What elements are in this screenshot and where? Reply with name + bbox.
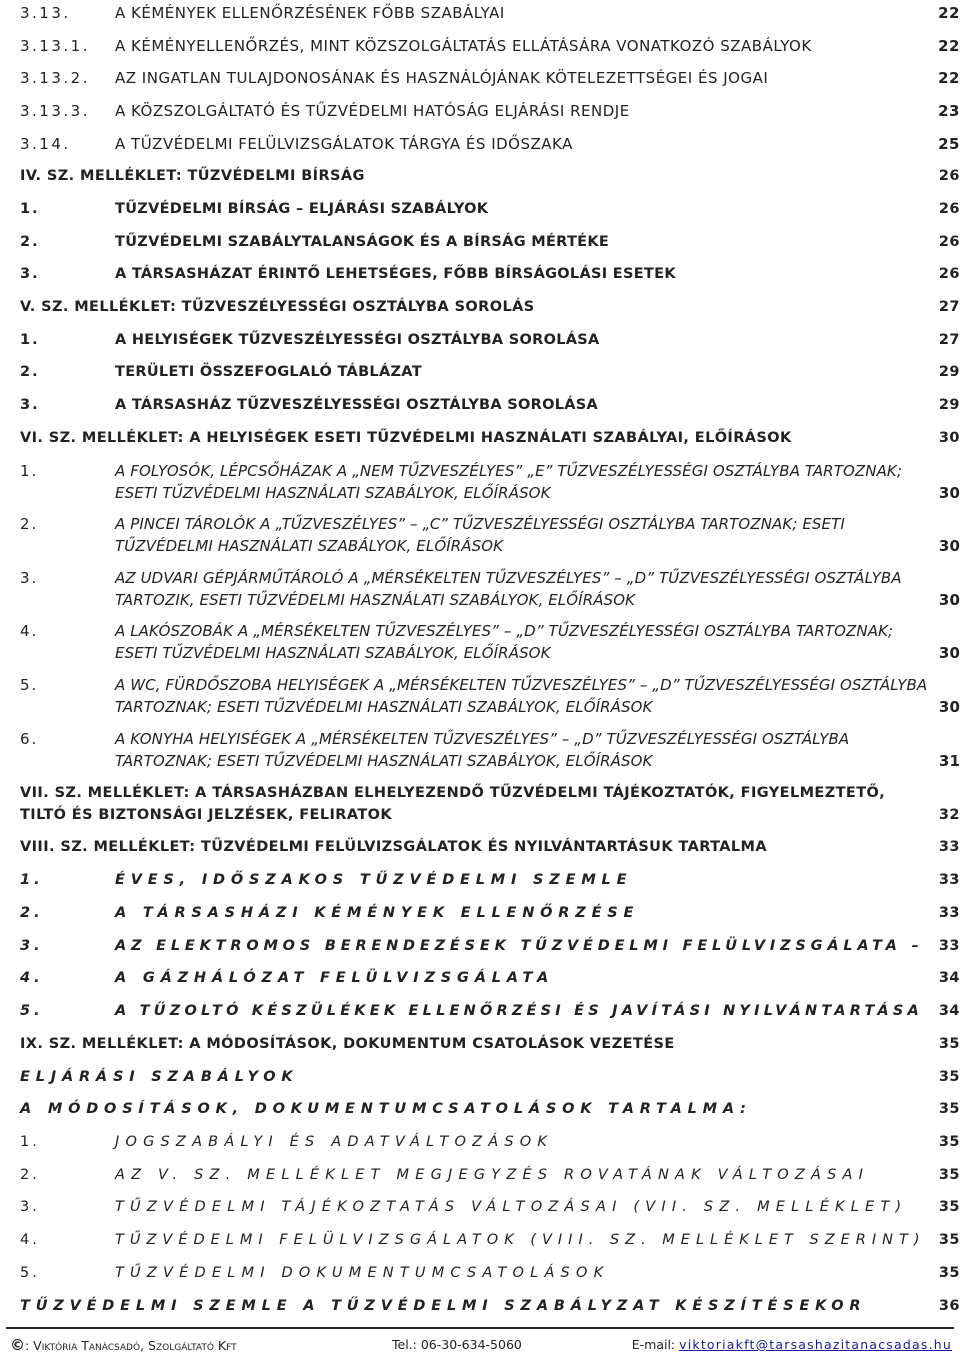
footer-company: : Viktória Tanácsadó, Szolgáltató Kft (25, 1338, 237, 1353)
toc-entry-number: 1. (20, 1134, 40, 1150)
toc-entry-title: A KÉMÉNYEK ELLENŐRZÉSÉNEK FŐBB SZABÁLYAI (115, 4, 505, 22)
toc-entry-title: VIII. SZ. MELLÉKLET: TŰZVÉDELMI FELÜLVIZSGÁLATOK ÉS NYILVÁNTARTÁSUK TARTALMA (20, 839, 767, 855)
toc-entry-title: AZ UDVARI GÉPJÁRMŰTÁROLÓ A „MÉRSÉKELTEN TŰZVESZÉLYES” – „D” TŰZVESZÉLYESSÉGI OSZTÁLYBA TARTOZIK, ESETI TŰZVÉDELMI HASZNÁLATI SZABÁLYOK, ELŐÍRÁSOK (115, 569, 902, 609)
toc-entry-number: 3.13.3. (20, 102, 90, 120)
copyright-icon: © (10, 1336, 25, 1354)
toc-entry-title: JOGSZABÁLYI ÉS ADATVÁLTOZÁSOK (115, 1134, 554, 1150)
toc-entry-number: 2. (20, 364, 40, 380)
toc-entry-number: 3. (20, 397, 40, 413)
toc-entry-title: A KONYHA HELYISÉGEK A „MÉRSÉKELTEN TŰZVESZÉLYES” – „D” TŰZVESZÉLYESSÉGI OSZTÁLYBA TARTOZNAK; ESETI TŰZVÉDELMI HASZNÁLATI SZABÁLYOK, ELŐÍRÁSOK (115, 730, 850, 770)
toc-entry-page: 32 (938, 807, 960, 823)
toc-entry-title: TERÜLETI ÖSSZEFOGLALÓ TÁBLÁZAT (115, 364, 422, 380)
toc-entry-number: 1. (20, 201, 40, 217)
footer-phone: Tel.: 06-30-634-5060 (392, 1337, 522, 1352)
toc-entry-number: 1. (20, 462, 39, 480)
toc-entry-number: 5. (20, 1265, 40, 1281)
toc-entry-title: A HELYISÉGEK TŰZVESZÉLYESSÉGI OSZTÁLYBA SOROLÁSA (115, 332, 600, 348)
toc-entry-number: 6. (20, 730, 39, 748)
toc-entry-page: 35 (938, 1036, 960, 1052)
toc-entry-number: 3.13.1. (20, 37, 90, 55)
toc-entry-page: 35 (938, 1134, 960, 1150)
toc-entry-page: 35 (938, 1167, 960, 1183)
toc-entry-page: 26 (938, 234, 960, 250)
toc-entry-title: A WC, FÜRDŐSZOBA HELYISÉGEK A „MÉRSÉKELTEN TŰZVESZÉLYES” – „D” TŰZVESZÉLYESSÉGI OSZTÁLYBA TARTOZNAK; ESETI TŰZVÉDELMI HASZNÁLATI SZABÁLYOK, ELŐÍRÁSOK (115, 676, 928, 716)
toc-entry-page: 35 (938, 1265, 960, 1281)
toc-entry-title: VII. SZ. MELLÉKLET: A TÁRSASHÁZBAN ELHELYEZENDŐ TŰZVÉDELMI TÁJÉKOZTATÓK, FIGYELMEZTETŐ, TILTÓ ÉS BIZTONSÁGI JELZÉSEK, FELIRATOK (20, 785, 886, 823)
toc-entry-page: 30 (938, 644, 960, 662)
toc-entry-title: A PINCEI TÁROLÓK A „TŰZVESZÉLYES” – „C” TŰZVESZÉLYESSÉGI OSZTÁLYBA TARTOZNAK; ESETI TŰZVÉDELMI HASZNÁLATI SZABÁLYOK, ELŐÍRÁSOK (115, 515, 845, 555)
toc-entry-page: 25 (938, 135, 960, 153)
toc-entry-title: A KÉMÉNYELLENŐRZÉS, MINT KÖZSZOLGÁLTATÁS ELLÁTÁSÁRA VONATKOZÓ SZABÁLYOK (115, 37, 812, 55)
toc-entry-title: A KÖZSZOLGÁLTATÓ ÉS TŰZVÉDELMI HATÓSÁG ELJÁRÁSI RENDJE (115, 102, 630, 120)
footer-divider (6, 1327, 954, 1329)
toc-entry-title: A GÁZHÁLÓZAT FELÜLVIZSGÁLATA (115, 970, 555, 986)
toc-entry-title: ELJÁRÁSI SZABÁLYOK (20, 1069, 299, 1085)
toc-entry-number: 4. (20, 970, 44, 986)
toc-entry-page: 30 (938, 591, 960, 609)
toc-entry-page: 31 (938, 752, 960, 770)
toc-entry-title: TŰZVÉDELMI FELÜLVIZSGÁLATOK (VIII. SZ. MELLÉKLET SZERINT) (115, 1232, 926, 1248)
toc-entry-page: 33 (938, 938, 960, 954)
toc-entry-title: A TÁRSASHÁZAT ÉRINTŐ LEHETSÉGES, FŐBB BÍRSÁGOLÁSI ESETEK (115, 266, 676, 282)
toc-entry-title: A TŰZOLTÓ KÉSZÜLÉKEK ELLENŐRZÉSI ÉS JAVÍTÁSI NYILVÁNTARTÁSA (115, 1003, 923, 1019)
toc-entry-number: 2. (20, 515, 39, 533)
toc-entry-page: 22 (938, 69, 960, 87)
toc-entry-title: TŰZVÉDELMI SZEMLE A TŰZVÉDELMI SZABÁLYZAT KÉSZÍTÉSEKOR (20, 1298, 867, 1314)
toc-entry-page: 33 (938, 839, 960, 855)
toc-entry-number: 2. (20, 234, 40, 250)
toc-entry-number: 2. (20, 905, 44, 921)
toc-entry-page: 30 (938, 698, 960, 716)
toc-entry-page: 35 (938, 1101, 960, 1117)
toc-entry-number: 5. (20, 676, 39, 694)
footer-email-label: E-mail: (631, 1337, 680, 1352)
toc-entry-number: 4. (20, 1232, 40, 1248)
toc-entry-title: IX. SZ. MELLÉKLET: A MÓDOSÍTÁSOK, DOKUMENTUM CSATOLÁSOK VEZETÉSE (20, 1036, 675, 1052)
toc-entry-title: TŰZVÉDELMI SZABÁLYTALANSÁGOK ÉS A BÍRSÁG MÉRTÉKE (115, 234, 610, 250)
toc-entry-page: 22 (938, 4, 960, 22)
toc-entry-title: A FOLYOSÓK, LÉPCSŐHÁZAK A „NEM TŰZVESZÉLYES” „E” TŰZVESZÉLYESSÉGI OSZTÁLYBA TARTOZNAK; ESETI TŰZVÉDELMI HASZNÁLATI SZABÁLYOK, ELŐÍRÁSOK (115, 462, 903, 502)
toc-entry-number: 4. (20, 622, 39, 640)
toc-entry-page: 34 (938, 970, 960, 986)
footer-copyright (10, 1336, 237, 1355)
toc-entry-page: 35 (938, 1069, 960, 1085)
toc-entry-page: 30 (938, 430, 960, 446)
toc-entry-page: 26 (938, 168, 960, 184)
toc-entry-page: 34 (938, 1003, 960, 1019)
toc-entry-title: ÉVES, IDŐSZAKOS TŰZVÉDELMI SZEMLE (115, 872, 633, 888)
toc-entry-page: 27 (938, 299, 960, 315)
toc-entry-number: 3.14. (20, 135, 71, 153)
toc-entry-page: 33 (938, 872, 960, 888)
toc-entry-number: 3. (20, 266, 40, 282)
toc-entry-number: 3. (20, 569, 39, 587)
toc-entry-number: 1. (20, 332, 40, 348)
footer-email-link[interactable]: viktoriakft@tarsashazitanacsadas.hu (679, 1337, 952, 1352)
toc-entry-number: 3. (20, 1199, 40, 1215)
toc-entry-number: 3.13. (20, 4, 71, 22)
toc-entry-title: TŰZVÉDELMI BÍRSÁG – ELJÁRÁSI SZABÁLYOK (115, 201, 489, 217)
toc-entry-title: TŰZVÉDELMI DOKUMENTUMCSATOLÁSOK (115, 1265, 610, 1281)
toc-entry-page: 30 (938, 537, 960, 555)
toc-entry-title: A TÁRSASHÁZI KÉMÉNYEK ELLENŐRZÉSE (115, 905, 640, 921)
toc-entry-page: 29 (938, 397, 960, 413)
toc-entry-number: 2. (20, 1167, 40, 1183)
toc-entry-page: 26 (938, 266, 960, 282)
toc-entry-title: TŰZVÉDELMI TÁJÉKOZTATÁS VÁLTOZÁSAI (VII. SZ. MELLÉKLET) (115, 1199, 908, 1215)
toc-entry-number: 3.13.2. (20, 69, 90, 87)
toc-entry-title: IV. SZ. MELLÉKLET: TŰZVÉDELMI BÍRSÁG (20, 168, 365, 184)
toc-entry-page: 36 (938, 1298, 960, 1314)
toc-entry-title: AZ V. SZ. MELLÉKLET MEGJEGYZÉS ROVATÁNAK VÁLTOZÁSAI (115, 1167, 870, 1183)
toc-entry-title: A LAKÓSZOBÁK A „MÉRSÉKELTEN TŰZVESZÉLYES” – „D” TŰZVESZÉLYESSÉGI OSZTÁLYBA TARTOZNAK; ESETI TŰZVÉDELMI HASZNÁLATI SZABÁLYOK, ELŐÍRÁSOK (115, 622, 894, 662)
toc-entry-number: 1. (20, 872, 44, 888)
toc-entry-title: AZ ELEKTROMOS BERENDEZÉSEK TŰZVÉDELMI FELÜLVIZSGÁLATA – (115, 938, 924, 954)
toc-entry-page: 26 (938, 201, 960, 217)
toc-entry-title: V. SZ. MELLÉKLET: TŰZVESZÉLYESSÉGI OSZTÁLYBA SOROLÁS (20, 299, 535, 315)
toc-entry-page: 23 (938, 102, 960, 120)
toc-entry-title: AZ INGATLAN TULAJDONOSÁNAK ÉS HASZNÁLÓJÁNAK KÖTELEZETTSÉGEI ÉS JOGAI (115, 69, 769, 87)
toc-entry-title: A TÁRSASHÁZ TŰZVESZÉLYESSÉGI OSZTÁLYBA SOROLÁSA (115, 397, 599, 413)
toc-entry-page: 22 (938, 37, 960, 55)
toc-entry-number: 5. (20, 1003, 44, 1019)
toc-entry-title: A MÓDOSÍTÁSOK, DOKUMENTUMCSATOLÁSOK TARTALMA: (20, 1101, 752, 1117)
toc-entry-page: 29 (938, 364, 960, 380)
toc-entry-page: 35 (938, 1199, 960, 1215)
toc-entry-page: 35 (938, 1232, 960, 1248)
toc-entry-page: 30 (938, 484, 960, 502)
toc-entry-page: 33 (938, 905, 960, 921)
toc-entry-number: 3. (20, 938, 44, 954)
toc-entry-page: 27 (938, 332, 960, 348)
footer-email (632, 1336, 952, 1354)
toc-entry-title: VI. SZ. MELLÉKLET: A HELYISÉGEK ESETI TŰZVÉDELMI HASZNÁLATI SZABÁLYAI, ELŐÍRÁSOK (20, 430, 792, 446)
page-footer (0, 1321, 960, 1362)
toc-entry-title: A TŰZVÉDELMI FELÜLVIZSGÁLATOK TÁRGYA ÉS IDŐSZAKA (115, 135, 573, 153)
